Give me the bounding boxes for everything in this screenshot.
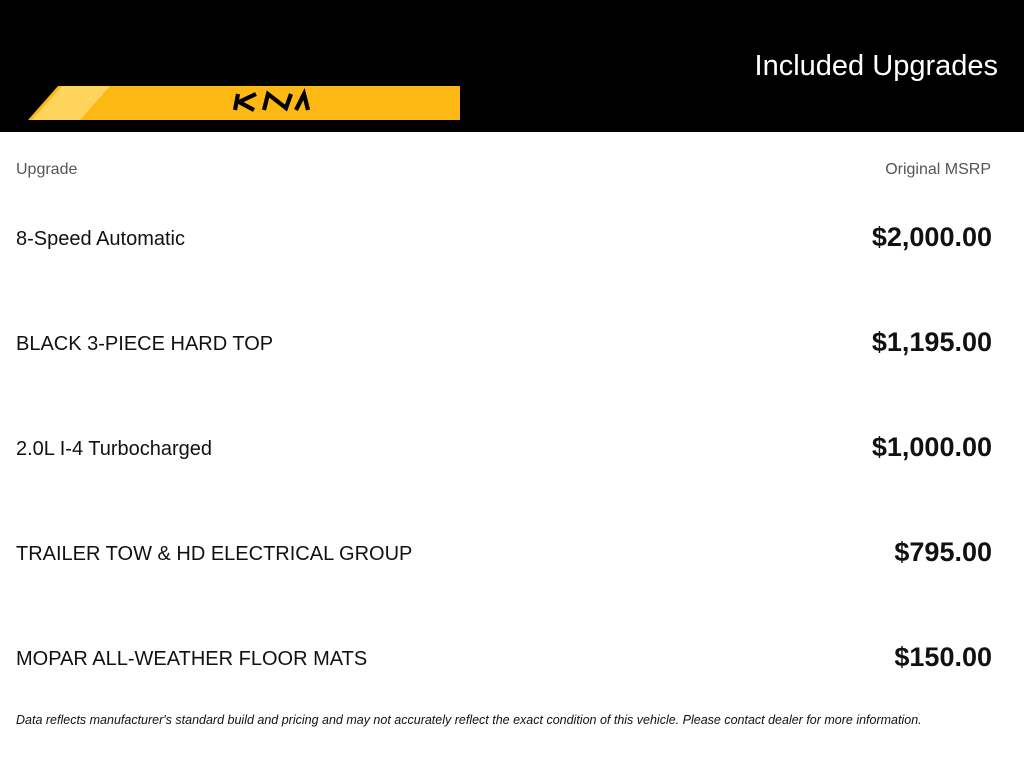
upgrade-name: BLACK 3-PIECE HARD TOP (16, 333, 274, 355)
upgrade-name: MOPAR ALL-WEATHER FLOOR MATS (16, 648, 368, 670)
upgrade-price: $795.00 (894, 537, 992, 567)
table-row (0, 290, 1024, 395)
page-header (0, 0, 1024, 132)
upgrade-price: $1,195.00 (871, 327, 992, 357)
column-header-msrp: Original MSRP (885, 161, 991, 178)
upgrades-list (0, 185, 1024, 710)
upgrade-name: 8-Speed Automatic (16, 228, 185, 250)
column-header-upgrade: Upgrade (16, 161, 78, 178)
upgrade-name: 2.0L I-4 Turbocharged (16, 438, 213, 460)
brand-banner (28, 86, 460, 120)
upgrade-name: TRAILER TOW & HD ELECTRICAL GROUP (16, 543, 413, 565)
page-title: Included Upgrades (754, 50, 998, 82)
table-row (0, 395, 1024, 500)
table-row (0, 605, 1024, 710)
table-row (0, 185, 1024, 290)
upgrade-price: $1,000.00 (871, 432, 992, 462)
disclaimer-text: Data reflects manufacturer's standard build and pricing and may not accurately reflect the exact condition of this vehicle. Please contact dealer for more information. (16, 713, 922, 727)
table-row (0, 500, 1024, 605)
upgrade-price: $150.00 (894, 642, 992, 672)
upgrade-price: $2,000.00 (871, 222, 992, 252)
kia-logo-icon (28, 86, 460, 120)
